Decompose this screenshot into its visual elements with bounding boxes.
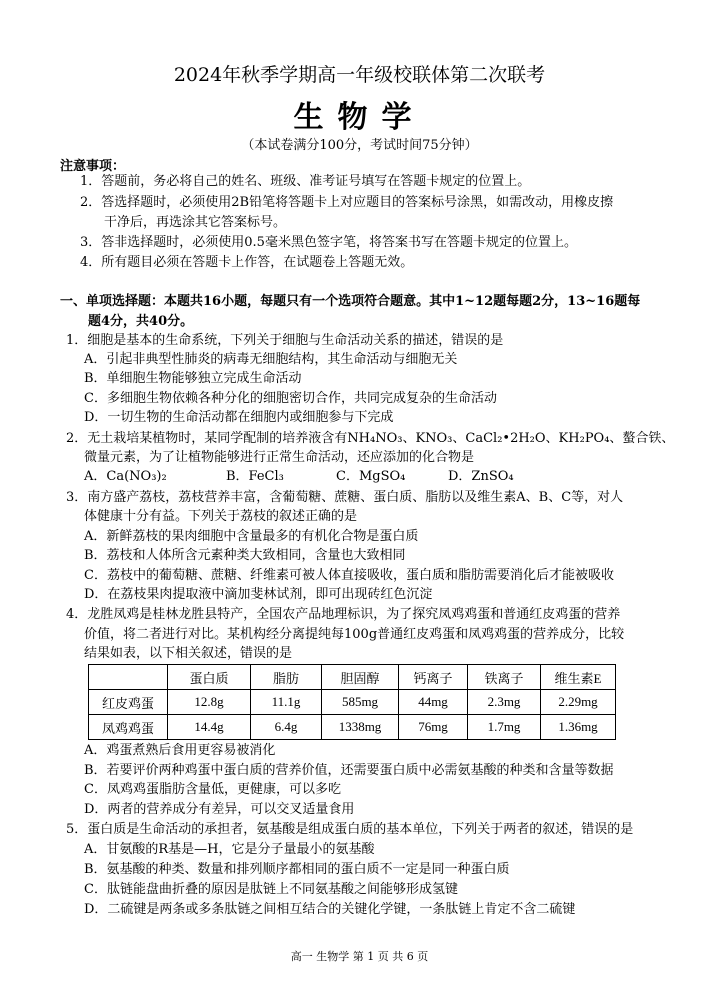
- table-header-cell: 胆固醇: [322, 665, 399, 690]
- question-4-option-d: D．两者的营养成分有差异，可以交叉适量食用: [84, 802, 355, 817]
- table-cell: 2.29mg: [541, 690, 616, 715]
- table-cell: 12.8g: [168, 690, 251, 715]
- question-2-stem: 2．无土栽培某植物时，某同学配制的培养液含有NH₄NO₃、KNO₃、CaCl₂•2H₂O、KH₂PO₄、螯合铁、: [66, 431, 675, 446]
- question-4-stem-cont: 结果如表，以下相关叙述，错误的是: [84, 646, 293, 661]
- table-header-cell: 维生素E: [541, 665, 616, 690]
- notice-item: 干净后，再选涂其它答案标号。: [104, 215, 287, 230]
- table-cell: 76mg: [399, 715, 468, 740]
- question-2-option-d: D．ZnSO₄: [448, 469, 514, 484]
- question-4-option-c: C．凤鸡鸡蛋脂肪含量低，更健康，可以多吃: [84, 782, 341, 797]
- notice-heading: 注意事项：: [60, 159, 126, 174]
- question-3-option-d: D．在荔枝果肉提取液中滴加斐林试剂，即可出现砖红色沉淀: [84, 587, 433, 602]
- notice-item: 4．所有题目必须在答题卡上作答，在试题卷上答题无效。: [80, 255, 414, 270]
- question-4-option-a: A．鸡蛋煮熟后食用更容易被消化: [84, 743, 276, 758]
- notice-item: 2．答选择题时，必须使用2B铅笔将答题卡上对应题目的答案标号涂黑，如需改动，用橡皮擦: [80, 195, 614, 210]
- question-3-option-c: C．荔枝中的葡萄糖、蔗糖、纤维素可被人体直接吸收，蛋白质和脂肪需要消化后才能被吸收: [84, 568, 614, 583]
- exam-subtitle: （本试卷满分100分，考试时间75分钟）: [241, 138, 478, 153]
- page-footer: 高一 生物学 第 1 页 共 6 页: [290, 950, 429, 963]
- question-5-option-d: D．二硫键是两条或多条肽链之间相互结合的关键化学键，一条肽链上肯定不含二硫键: [84, 902, 576, 917]
- table-cell: 凤鸡鸡蛋: [89, 715, 168, 740]
- table-header-cell: 脂肪: [251, 665, 322, 690]
- table-cell: 1.7mg: [468, 715, 541, 740]
- question-1-option-a: A．引起非典型性肺炎的病毒无细胞结构，其生命活动与细胞无关: [84, 352, 458, 367]
- question-2-option-a: A．Ca(NO₃)₂: [84, 469, 167, 484]
- table-header-cell: [89, 665, 168, 690]
- table-cell: 44mg: [399, 690, 468, 715]
- table-cell: 14.4g: [168, 715, 251, 740]
- question-2-option-c: C．MgSO₄: [336, 469, 406, 484]
- question-5-option-a: A．甘氨酸的R基是—H，它是分子量最小的氨基酸: [84, 842, 375, 857]
- table-cell: 585mg: [322, 690, 399, 715]
- table-cell: 1338mg: [322, 715, 399, 740]
- table-cell: 1.36mg: [541, 715, 616, 740]
- question-1-stem: 1．细胞是基本的生命系统，下列关于细胞与生命活动关系的描述，错误的是: [66, 333, 504, 348]
- question-4-stem-cont: 价值，将二者进行对比。某机构经分离提纯每100g普通红皮鸡蛋和凤鸡鸡蛋的营养成分，比较: [84, 627, 625, 642]
- section-heading-cont: 题4分，共40分。: [88, 314, 194, 329]
- table-header-cell: 钙离子: [399, 665, 468, 690]
- section-heading: 一、单项选择题：本题共16小题，每题只有一个选项符合题意。其中1~12题每题2分，13~16题每: [60, 294, 641, 309]
- question-3-stem-cont: 体健康十分有益。下列关于荔枝的叙述正确的是: [84, 509, 358, 524]
- question-3-stem: 3．南方盛产荔枝，荔枝营养丰富，含葡萄糖、蔗糖、蛋白质、脂肪以及维生素A、B、C等，对人: [66, 490, 624, 505]
- exam-title: 2024年秋季学期高一年级校联体第二次联考: [173, 64, 546, 86]
- table-header-row: [89, 665, 616, 690]
- table-row: [89, 690, 616, 715]
- question-1-option-d: D．一切生物的生命活动都在细胞内或细胞参与下完成: [84, 410, 394, 425]
- question-1-option-b: B．单细胞生物能够独立完成生命活动: [84, 371, 302, 386]
- table-cell: 红皮鸡蛋: [89, 690, 168, 715]
- table-header-cell: 铁离子: [468, 665, 541, 690]
- question-5-stem: 5．蛋白质是生命活动的承担者，氨基酸是组成蛋白质的基本单位，下列关于两者的叙述，错误的是: [66, 822, 634, 837]
- subject-title: 生物学: [293, 100, 426, 135]
- question-4-option-b: B．若要评价两种鸡蛋中蛋白质的营养价值，还需要蛋白质中必需氨基酸的种类和含量等数据: [84, 763, 614, 778]
- nutrition-table: [88, 664, 616, 740]
- notice-item: 1．答题前，务必将自己的姓名、班级、准考证号填写在答题卡规定的位置上。: [80, 174, 531, 189]
- question-1-option-c: C．多细胞生物依赖各种分化的细胞密切合作，共同完成复杂的生命活动: [84, 391, 497, 406]
- question-2-stem-cont: 微量元素，为了让植物能够进行正常生命活动，还应添加的化合物是: [84, 450, 475, 465]
- question-3-option-b: B．荔枝和人体所含元素种类大致相同，含量也大致相同: [84, 548, 406, 563]
- table-cell: 11.1g: [251, 690, 322, 715]
- question-5-option-b: B．氨基酸的种类、数量和排列顺序都相同的蛋白质不一定是同一种蛋白质: [84, 862, 510, 877]
- question-3-option-a: A．新鲜荔枝的果肉细胞中含量最多的有机化合物是蛋白质: [84, 529, 419, 544]
- table-row: [89, 715, 616, 740]
- question-2-option-b: B．FeCl₃: [226, 469, 284, 484]
- table-cell: 2.3mg: [468, 690, 541, 715]
- table-header-cell: 蛋白质: [168, 665, 251, 690]
- question-4-stem: 4．龙胜凤鸡是桂林龙胜县特产，全国农产品地理标识，为了探究凤鸡鸡蛋和普通红皮鸡蛋的营养: [66, 607, 621, 622]
- table-cell: 6.4g: [251, 715, 322, 740]
- question-5-option-c: C．肽链能盘曲折叠的原因是肽链上不同氨基酸之间能够形成氢键: [84, 882, 458, 897]
- notice-item: 3．答非选择题时，必须使用0.5毫米黑色签字笔，将答案书写在答题卡规定的位置上。: [80, 235, 577, 250]
